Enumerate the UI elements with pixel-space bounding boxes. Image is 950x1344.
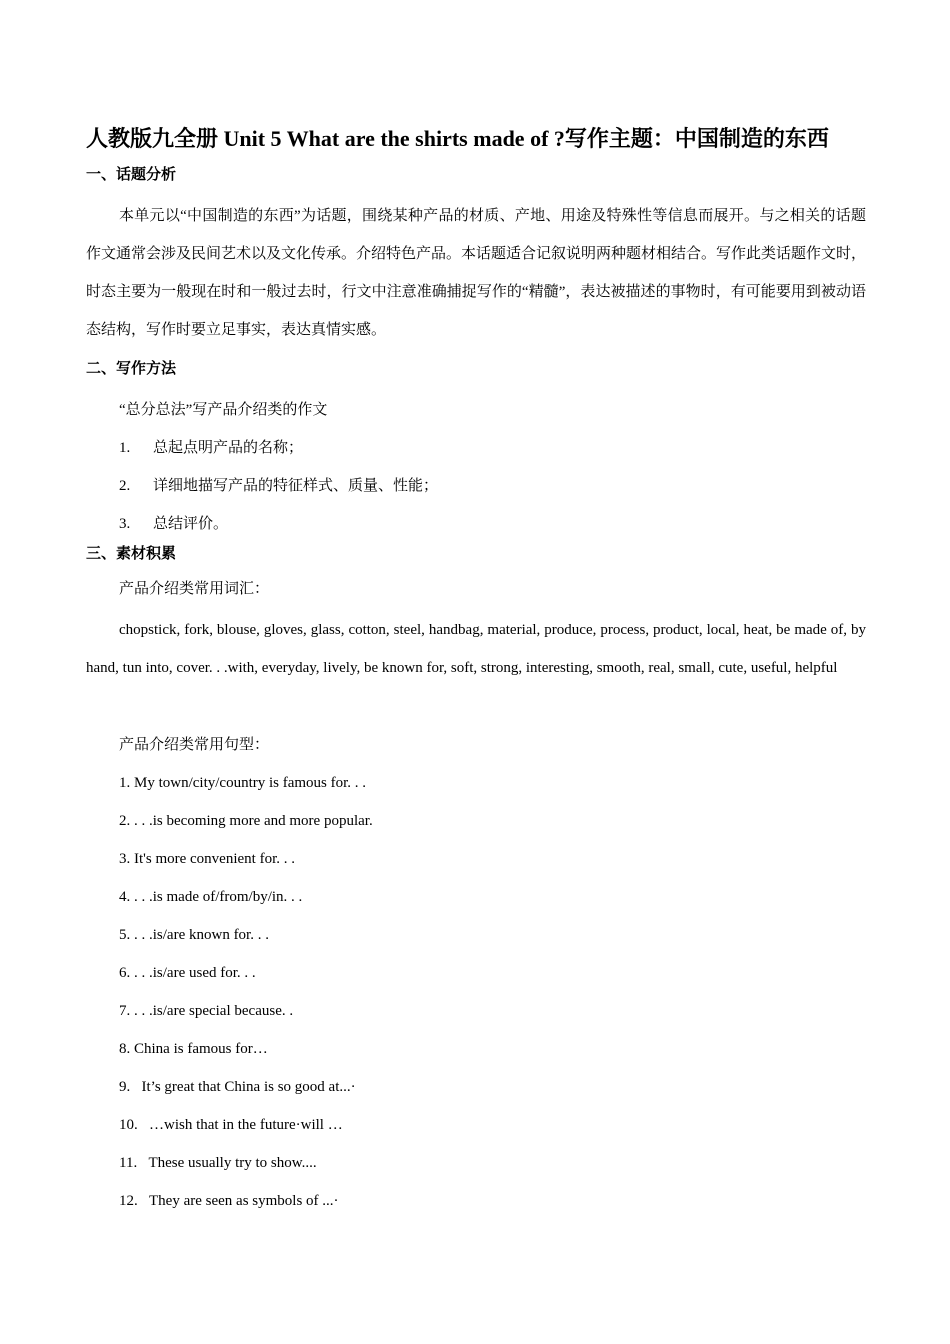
sentence-item: 11. These usually try to show.... [119, 1155, 317, 1171]
sentence-item: 2. . . .is becoming more and more popular. [119, 813, 373, 829]
list-item [119, 513, 228, 535]
sentence-item: 7. . . .is/are special because. . [119, 1003, 294, 1019]
list-number: 3. [119, 516, 131, 532]
list-number: 1. [119, 440, 131, 456]
list-item [119, 475, 438, 497]
document-title: 人教版九全册 Unit 5 What are the shirts made of ?写作主题：中国制造的东西 [86, 126, 829, 151]
sentence-item: 12. They are seen as symbols of ...· [119, 1193, 339, 1209]
section-heading-topic-analysis: 一、话题分析 [86, 167, 177, 183]
sentence-item: 10. …wish that in the future·will … [119, 1117, 343, 1133]
section-heading-materials: 三、素材积累 [86, 546, 177, 562]
sentence-item: 5. . . .is/are known for. . . [119, 927, 269, 943]
sentence-item: 9. It’s great that China is so good at...· [119, 1079, 356, 1095]
sentence-item: 4. . . .is made of/from/by/in. . . [119, 889, 303, 905]
vocab-label: 产品介绍类常用词汇： [119, 581, 270, 597]
list-text: 详细地描写产品的特征样式、质量、性能； [153, 478, 439, 494]
sentence-item: 6. . . .is/are used for. . . [119, 965, 256, 981]
topic-analysis-paragraph: 本单元以“中国制造的东西”为话题，围绕某种产品的材质、产地、用途及特殊性等信息而展开。与之相关的话题作文通常会涉及民间艺术以及文化传承。介绍特色产品。本话题适合记叙说明两种题材相结合。写作此类话题作文时，时态主要为一般现在时和一般过去时，行文中注意准确捕捉写作的“精髓”，表达被描述的事物时，有可能要用到被动语态结构，写作时要立足事实，表达真情实感。 [86, 208, 867, 338]
sentence-item: 8. China is famous for… [119, 1041, 268, 1057]
vocab-paragraph: chopstick, fork, blouse, gloves, glass, cotton, steel, handbag, material, produce, process, product, local, heat, be made of, by hand, tun into, cover. . .with, everyday, lively, be known for, soft, strong, interesting, smooth, real, small, cute, useful, helpful [86, 622, 866, 676]
sentence-label: 产品介绍类常用句型： [119, 737, 270, 753]
section-heading-writing-method: 二、写作方法 [86, 361, 177, 377]
writing-method-intro: “总分总法”写产品介绍类的作文 [119, 402, 328, 418]
sentence-item: 1. My town/city/country is famous for. . . [119, 775, 367, 791]
list-number: 2. [119, 478, 131, 494]
list-text: 总结评价。 [153, 516, 229, 532]
list-item [119, 437, 303, 459]
list-text: 总起点明产品的名称； [153, 440, 304, 456]
sentence-item: 3. It's more convenient for. . . [119, 851, 295, 867]
